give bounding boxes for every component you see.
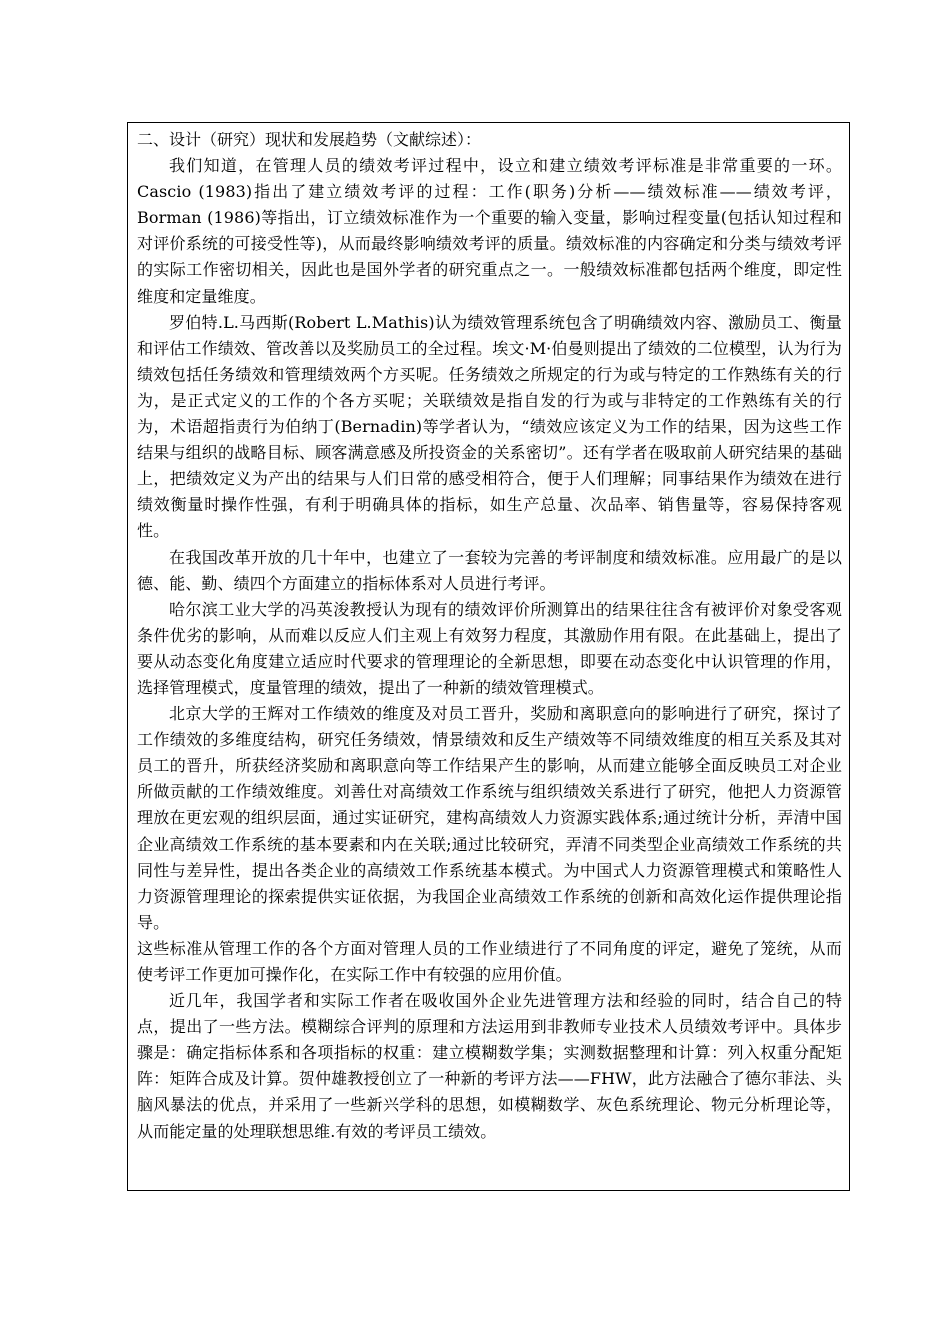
paragraph-standards-summary: 这些标准从管理工作的各个方面对管理人员的工作业绩进行了不同角度的评定，避免了笼统，从而使考评工作更加可操作化，在实际工作中有较强的应用价值。 — [137, 938, 842, 984]
paragraph-peking-wang-liu: 北京大学的王辉对工作绩效的维度及对员工晋升，奖励和离职意向的影响进行了研究，探讨了工作绩效的多维度结构，研究任务绩效，情景绩效和反生产绩效等不同绩效维度的相互关系及其对员工的晋升，所获经济奖励和离职意向等工作结果产生的影响，从而建立能够全面反映员工对企业所做贡献的工作绩效维度。刘善仕对高绩效工作系统与组织绩效关系进行了研究，他把人力资源管理放在更宏观的组织层面，通过实证研究，建构高绩效人力资源实践体系;通过统计分析，弄清中国企业高绩效工作系统的基本要素和内在关联;通过比较研究，弄清不同类型企业高绩效工作系统的共同性与差异性，提出各类企业的高绩效工作系统基本模式。为中国式人力资源管理模式和策略性人力资源管理理论的探索提供实证依据，为我国企业高绩效工作系统的创新和高效化运作提供理论指导。 — [137, 704, 842, 932]
paragraph-performance-standards: 我们知道，在管理人员的绩效考评过程中，设立和建立绩效考评标准是非常重要的一环。Cascio (1983)指出了建立绩效考评的过程：工作(职务)分析——绩效标准——绩效考评，Borman (1986)等指出，订立绩效标准作为一个重要的输入变量，影响过程变量(包括认知过程和对评价系统的可接受性等)，从而最终影响绩效考评的质量。绩效标准的内容确定和分类与绩效考评的实际工作密切相关，因此也是国外学者的研究重点之一。一般绩效标准都包括两个维度，即定性维度和定量维度。 — [137, 156, 842, 306]
review-content — [137, 127, 842, 1145]
review-table-cell — [127, 122, 850, 1191]
paragraph-harbin-feng: 哈尔滨工业大学的冯英浚教授认为现有的绩效评价所测算出的结果往往含有被评价对象受客观条件优劣的影响，从而难以反应人们主观上有效努力程度，其激励作用有限。在此基础上，提出了要从动态变化角度建立适应时代要求的管理理论的全新思想，即要在动态变化中认识管理的作用，选择管理模式，度量管理的绩效，提出了一种新的绩效管理模式。 — [137, 599, 842, 697]
paragraph-mathis-berman: 罗伯特.L.马西斯(Robert L.Mathis)认为绩效管理系统包含了明确绩效内容、激励员工、衡量和评估工作绩效、管改善以及奖励员工的全过程。埃文·M·伯曼则提出了绩效的二位模型，认为行为绩效包括任务绩效和管理绩效两个方买呢。任务绩效之所规定的行为或与特定的工作熟练有关的行为，是正式定义的工作的个各方买呢；关联绩效是指自发的行为或与非特定的工作熟练有关的行为，术语超指责行为伯纳丁(Bernadin)等学者认为，“绩效应该定义为工作的结果，因为这些工作结果与组织的战略目标、顾客满意感及所投资金的关系密切”。还有学者在吸取前人研究结果的基础上，把绩效定义为产出的结果与人们日常的感受相符合，便于人们理解；同事结果作为绩效在进行绩效衡量时操作性强，有利于明确具体的指标，如生产总量、次品率、销售量等，容易保持客观性。 — [137, 312, 842, 541]
paragraph-recent-methods: 近几年，我国学者和实际工作者在吸收国外企业先进管理方法和经验的同时，结合自己的特点，提出了一些方法。模糊综合评判的原理和方法运用到非教师专业技术人员绩效考评中。具体步骤是：确定指标体系和各项指标的权重：建立模糊数学集；实测数据整理和计算：列入权重分配矩阵：矩阵合成及计算。贺仲雄教授创立了一种新的考评方法——FHW，此方法融合了德尔菲法、头脑风暴法的优点，并采用了一些新兴学科的思想，如模糊数学、灰色系统理论、物元分析理论等，从而能定量的处理联想思维.有效的考评员工绩效。 — [137, 991, 842, 1141]
paragraph-china-reform: 在我国改革开放的几十年中，也建立了一套较为完善的考评制度和绩效标准。应用最广的是以德、能、勤、绩四个方面建立的指标体系对人员进行考评。 — [137, 547, 842, 593]
section-heading: 二、设计（研究）现状和发展趋势（文献综述）： — [137, 130, 482, 149]
